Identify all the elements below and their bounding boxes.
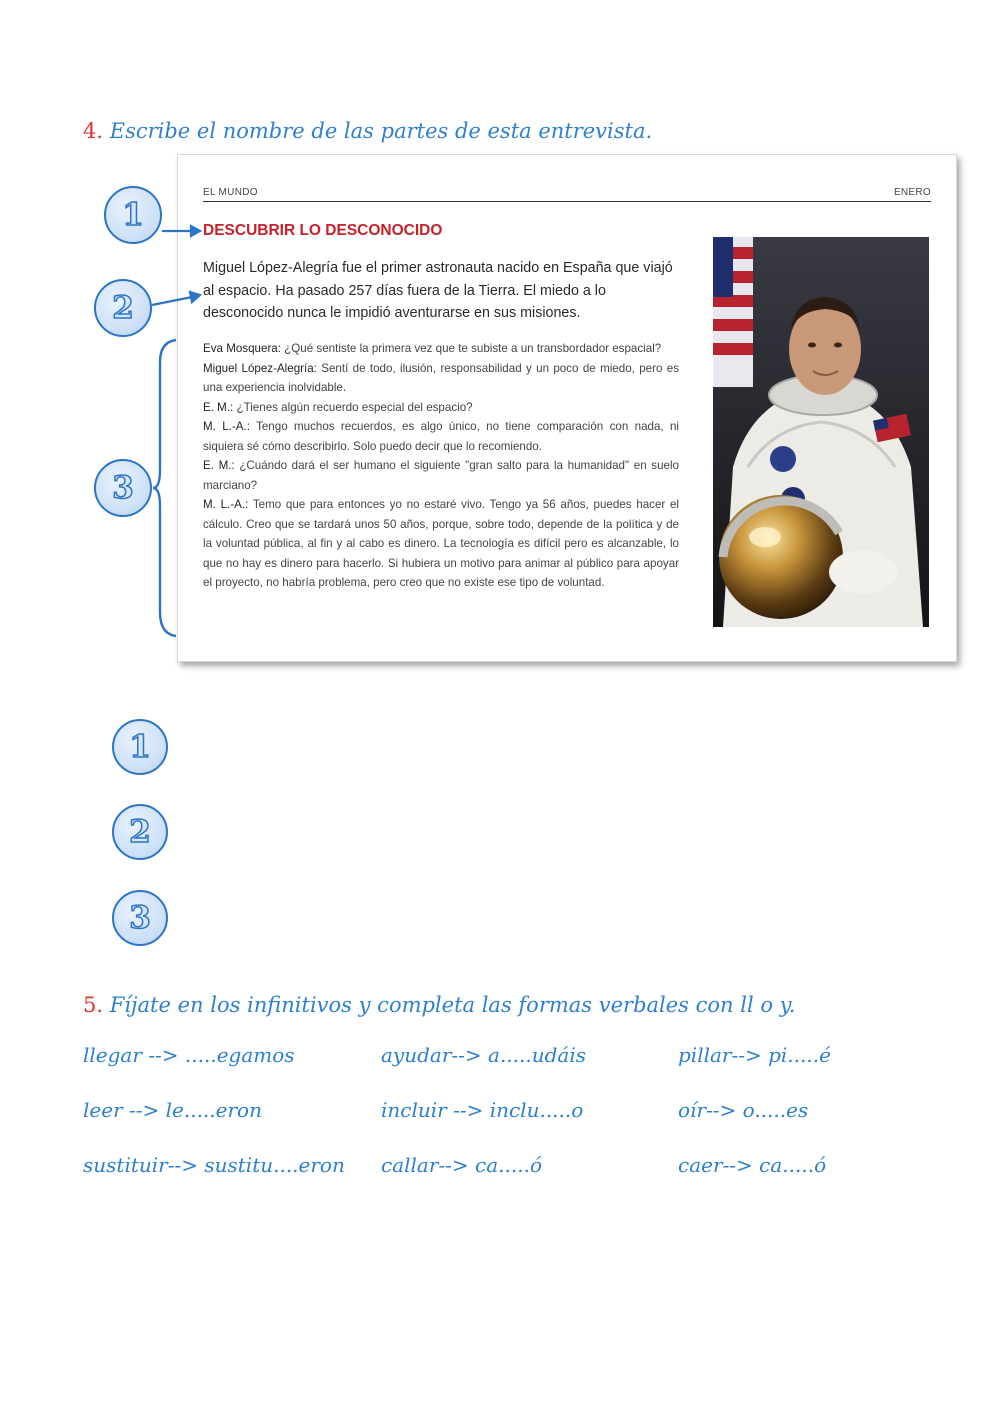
question-5-number: 5. bbox=[83, 993, 104, 1017]
answer-2[interactable]: 2 bbox=[112, 804, 168, 860]
interview-line bbox=[203, 339, 679, 359]
line-text: Tengo muchos recuerdos, es algo único, no tiene comparación con nada, ni siquiera sé cómo describirlo. Solo puedo decir que lo recomiendo. bbox=[203, 420, 679, 453]
article-body bbox=[203, 339, 679, 593]
question-4-text: Escribe el nombre de las partes de esta entrevista. bbox=[109, 119, 653, 143]
verb-item[interactable]: callar--> ca.....ó bbox=[381, 1153, 542, 1177]
interview-line bbox=[203, 398, 679, 418]
article-header bbox=[203, 187, 931, 202]
interview-line bbox=[203, 495, 679, 593]
verb-item[interactable]: leer --> le.....eron bbox=[83, 1098, 262, 1122]
interview-line bbox=[203, 417, 679, 456]
article-headline: DESCUBRIR LO DESCONOCIDO bbox=[203, 222, 443, 239]
answer-1[interactable]: 1 bbox=[112, 719, 168, 775]
speaker: M. L.-A.: bbox=[203, 420, 250, 433]
question-5-title bbox=[83, 993, 795, 1017]
marker-3: 3 bbox=[94, 459, 152, 517]
speaker: E. M.: bbox=[203, 459, 235, 472]
line-text: Temo que para entonces yo no estaré vivo. Tengo ya 56 años, puedes hacer el cálculo. Creo que se tardará unos 50 años, porque, sobre todo, depende de la política y de la voluntad pública, al fin y al cabo es dinero. La tecnología es difícil pero es alcanzable, lo que no hay es dinero para hacerlo. Si hubiera un motivo para animar al público para apoyar el proyecto, no habría problema, pero creo que no existe ese tipo de voluntad. bbox=[203, 498, 680, 589]
verb-item[interactable]: pillar--> pi.....é bbox=[678, 1043, 831, 1067]
speaker: M. L.-A.: bbox=[203, 498, 249, 511]
question-4-number: 4. bbox=[83, 119, 104, 143]
article-lead: Miguel López-Alegría fue el primer astronauta nacido en España que viajó al espacio. Ha pasado 257 días fuera de la Tierra. El miedo a lo desconocido nunca le impidió aventurarse en sus misiones. bbox=[203, 260, 673, 321]
newspaper-article bbox=[177, 154, 957, 662]
question-4-title bbox=[83, 119, 652, 143]
astronaut-illustration bbox=[713, 237, 929, 627]
verb-item[interactable]: llegar --> .....egamos bbox=[83, 1043, 295, 1067]
line-text: ¿Tienes algún recuerdo especial del espacio? bbox=[233, 400, 473, 414]
marker-2: 2 bbox=[94, 279, 152, 337]
verb-item[interactable]: caer--> ca.....ó bbox=[678, 1153, 827, 1177]
speaker: Miguel López-Alegría: bbox=[203, 361, 317, 375]
marker-1: 1 bbox=[104, 186, 162, 244]
verb-item[interactable]: sustituir--> sustitu....eron bbox=[83, 1153, 345, 1177]
line-text: ¿Qué sentiste la primera vez que te subiste a un transbordador espacial? bbox=[280, 342, 662, 355]
article-month: ENERO bbox=[893, 187, 931, 198]
speaker: E. M.: bbox=[203, 400, 234, 414]
answer-3[interactable]: 3 bbox=[112, 890, 168, 946]
question-5-text: Fíjate en los infinitivos y completa las formas verbales con ll o y. bbox=[109, 993, 796, 1017]
interview-line bbox=[203, 456, 679, 495]
verb-item[interactable]: ayudar--> a.....udáis bbox=[381, 1043, 586, 1067]
flag-graphic bbox=[713, 237, 753, 387]
astronaut-photo bbox=[713, 237, 929, 627]
verb-item[interactable]: incluir --> inclu.....o bbox=[381, 1098, 584, 1122]
newspaper-name: EL MUNDO bbox=[203, 187, 258, 198]
line-text: ¿Cuándo dará el ser humano el siguiente "gran salto para la humanidad" en suelo marciano? bbox=[203, 459, 679, 492]
interview-line bbox=[203, 359, 679, 398]
speaker: Eva Mosquera: bbox=[203, 342, 281, 355]
line-text: Sentí de todo, ilusión, responsabilidad y un poco de miedo, pero es una experiencia inolvidable. bbox=[203, 361, 680, 394]
bracket-3 bbox=[153, 340, 176, 636]
verb-item[interactable]: oír--> o.....es bbox=[678, 1098, 809, 1122]
